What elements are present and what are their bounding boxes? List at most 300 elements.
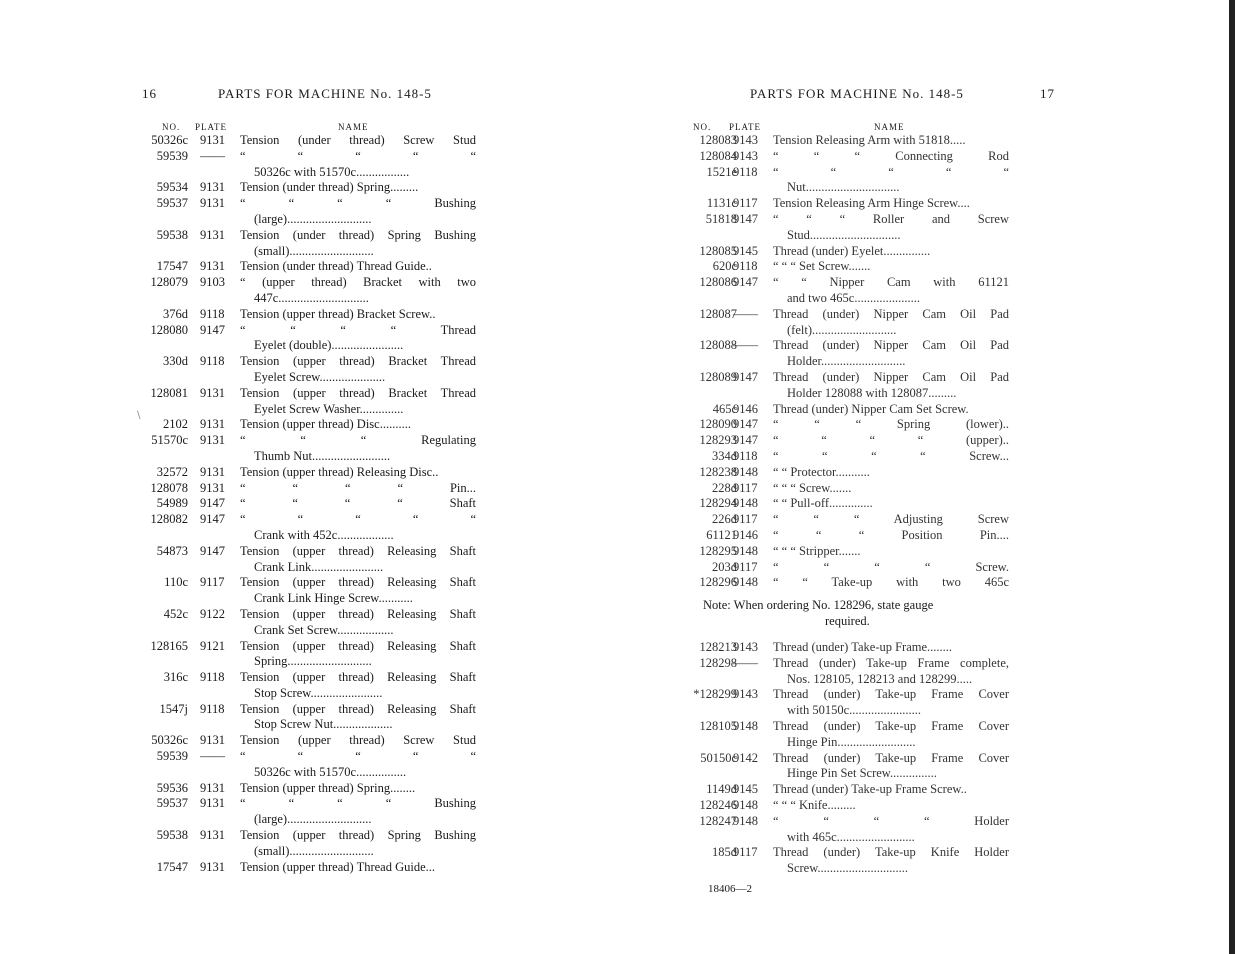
part-number: 110c bbox=[164, 575, 188, 590]
table-row bbox=[0, 623, 560, 639]
plate-number: —— bbox=[733, 655, 758, 670]
table-row bbox=[615, 766, 1235, 782]
part-name: “ “ “ Knife......... bbox=[773, 797, 856, 812]
plate-number: 9143 bbox=[733, 133, 758, 147]
part-name: Tension (upper thread) Spring Bushing bbox=[240, 828, 476, 843]
part-number: 128090 bbox=[699, 417, 737, 432]
table-row bbox=[0, 544, 560, 560]
table-row bbox=[0, 844, 560, 860]
note-line-1: Note: When ordering No. 128296, state gauge bbox=[703, 598, 934, 612]
page-header-left: PARTS FOR MACHINE No. 148-5 bbox=[218, 86, 432, 101]
table-row bbox=[615, 259, 1235, 275]
part-name: “ “ “ “ “ bbox=[240, 749, 476, 764]
part-name: Stop Screw....................... bbox=[254, 685, 383, 700]
table-row bbox=[0, 528, 560, 544]
plate-number: 9118 bbox=[733, 448, 758, 463]
plate-number: 9118 bbox=[733, 164, 758, 179]
part-number: 376d bbox=[163, 306, 188, 321]
part-name: “ “ “ “ Bushing bbox=[240, 796, 476, 811]
part-number: 59539 bbox=[156, 148, 188, 163]
plate-number: 9147 bbox=[733, 433, 758, 448]
part-name: “ “ Protector........... bbox=[773, 464, 870, 479]
plate-number: 9131 bbox=[200, 259, 225, 274]
table-row bbox=[615, 656, 1235, 672]
table-row bbox=[615, 528, 1235, 544]
part-name: (small)........................... bbox=[254, 243, 374, 258]
part-name: 50326c with 51570c................. bbox=[254, 164, 410, 179]
part-name: Thumb Nut......................... bbox=[254, 448, 391, 463]
part-number: 226d bbox=[712, 512, 737, 527]
part-name: Spring........................... bbox=[254, 654, 372, 669]
plate-number: 9131 bbox=[200, 433, 225, 448]
part-name: (large)........................... bbox=[254, 812, 372, 827]
table-row bbox=[615, 735, 1235, 751]
plate-number: 9142 bbox=[733, 750, 758, 765]
part-name: “ “ “ Stripper....... bbox=[773, 543, 861, 558]
part-number: 465c bbox=[712, 401, 737, 416]
part-name: “ “ “ “ “ bbox=[240, 148, 476, 163]
plate-number: 9131 bbox=[200, 828, 225, 843]
part-number: 128105 bbox=[699, 718, 737, 733]
plate-number: —— bbox=[733, 306, 758, 321]
table-row bbox=[0, 307, 560, 323]
part-name: Holder 128088 with 128087......... bbox=[787, 385, 957, 400]
part-number: 1547j bbox=[159, 701, 188, 716]
part-name: “ “ Take-up with two 465c bbox=[773, 575, 1009, 590]
table-row bbox=[615, 481, 1235, 497]
part-name: Thread (under) Nipper Cam Oil Pad bbox=[773, 338, 1009, 353]
part-name: Holder........................... bbox=[787, 354, 906, 369]
part-name: “ “ “ Set Screw....... bbox=[773, 259, 871, 274]
part-number: 316c bbox=[163, 670, 188, 685]
plate-number: 9143 bbox=[733, 640, 758, 654]
part-name: “ (upper thread) Bracket with two bbox=[240, 275, 476, 290]
part-number: 128086 bbox=[699, 275, 737, 290]
part-number: 2102 bbox=[163, 417, 188, 432]
table-row bbox=[0, 717, 560, 733]
table-row bbox=[0, 796, 560, 812]
table-row bbox=[615, 402, 1235, 418]
part-name: Tension (upper thread) Disc.......... bbox=[240, 417, 411, 432]
part-name: “ “ “ “ Screw... bbox=[773, 448, 1009, 463]
page-header-right: PARTS FOR MACHINE No. 148-5 bbox=[750, 86, 964, 101]
plate-number: 9147 bbox=[200, 322, 225, 337]
table-row bbox=[0, 133, 560, 149]
part-number: 128082 bbox=[150, 512, 188, 527]
parts-list-left bbox=[0, 133, 560, 875]
part-number: 61121 bbox=[706, 527, 737, 542]
table-row bbox=[0, 275, 560, 291]
part-name: “ “ Nipper Cam with 61121 bbox=[773, 275, 1009, 290]
page-number-right: 17 bbox=[1040, 86, 1055, 101]
part-number: 203d bbox=[712, 559, 737, 574]
part-number: 1149d bbox=[706, 782, 737, 797]
table-row bbox=[0, 670, 560, 686]
table-row bbox=[0, 165, 560, 181]
part-name: “ “ “ “ “ bbox=[773, 164, 1009, 179]
part-number: 185d bbox=[712, 845, 737, 860]
part-name: “ “ “ Roller and Screw bbox=[773, 211, 1009, 226]
column-header-name: NAME bbox=[338, 122, 369, 132]
table-row bbox=[0, 386, 560, 402]
plate-number: 9118 bbox=[200, 701, 225, 716]
table-row bbox=[0, 259, 560, 275]
right-page bbox=[615, 0, 1235, 954]
column-header-no: NO. bbox=[693, 122, 712, 132]
plate-number: 9147 bbox=[200, 543, 225, 558]
table-row bbox=[0, 244, 560, 260]
plate-number: 9147 bbox=[200, 496, 225, 511]
part-name: and two 465c..................... bbox=[787, 290, 920, 305]
part-name: Nos. 128105, 128213 and 128299..... bbox=[787, 671, 973, 686]
note-line-2: required. bbox=[825, 614, 870, 628]
part-number: 51570c bbox=[151, 433, 188, 448]
table-row bbox=[0, 812, 560, 828]
part-number: 1131c bbox=[706, 196, 737, 211]
part-number: 128085 bbox=[699, 243, 737, 258]
plate-number: 9121 bbox=[200, 638, 225, 653]
part-number: 51818 bbox=[705, 211, 737, 226]
part-name: Thread (under) Take-up Frame Cover bbox=[773, 750, 1009, 765]
part-name: Tension (upper thread) Releasing Shaft bbox=[240, 638, 476, 653]
part-number: 50150c bbox=[700, 750, 737, 765]
part-name: Thread (under) Nipper Cam Set Screw. bbox=[773, 401, 969, 416]
footer-code: 18406—2 bbox=[708, 883, 752, 895]
left-page bbox=[0, 0, 560, 954]
table-row bbox=[0, 828, 560, 844]
table-row bbox=[615, 323, 1235, 339]
part-number: 128296 bbox=[699, 575, 737, 590]
table-row bbox=[615, 354, 1235, 370]
table-row bbox=[615, 465, 1235, 481]
part-number: 452c bbox=[163, 606, 188, 621]
plate-number: 9148 bbox=[733, 543, 758, 558]
plate-number: 9147 bbox=[733, 275, 758, 290]
part-name: 50326c with 51570c................ bbox=[254, 764, 407, 779]
table-row bbox=[615, 386, 1235, 402]
part-number: 128295 bbox=[699, 543, 737, 558]
plate-number: 9148 bbox=[733, 496, 758, 511]
table-row bbox=[0, 702, 560, 718]
plate-number: 9148 bbox=[733, 464, 758, 479]
part-number: 128247 bbox=[699, 813, 737, 828]
parts-list-right bbox=[615, 133, 1235, 591]
page-number-left: 16 bbox=[142, 86, 157, 101]
plate-number: 9122 bbox=[200, 606, 225, 621]
plate-number: 9131 bbox=[200, 227, 225, 242]
part-number: 59538 bbox=[156, 828, 188, 843]
part-number: 50326c bbox=[151, 133, 188, 147]
part-name: “ “ “ Adjusting Screw bbox=[773, 512, 1009, 527]
part-name: “ “ “ Position Pin.... bbox=[773, 527, 1009, 542]
part-name: Eyelet Screw..................... bbox=[254, 369, 386, 384]
part-name: Tension (under thread) Spring Bushing bbox=[240, 227, 476, 242]
table-row bbox=[615, 703, 1235, 719]
part-number: 128293 bbox=[699, 433, 737, 448]
table-row bbox=[0, 449, 560, 465]
plate-number: 9147 bbox=[733, 417, 758, 432]
part-number: 17547 bbox=[156, 859, 188, 874]
column-header-no: NO. bbox=[162, 122, 181, 132]
column-header-plate: PLATE bbox=[729, 122, 761, 132]
table-row bbox=[615, 640, 1235, 656]
plate-number: 9148 bbox=[733, 813, 758, 828]
table-row bbox=[615, 782, 1235, 798]
table-row bbox=[615, 133, 1235, 149]
part-number: 59537 bbox=[156, 196, 188, 211]
plate-number: 9131 bbox=[200, 480, 225, 495]
plate-number: 9131 bbox=[200, 780, 225, 795]
table-row bbox=[0, 591, 560, 607]
table-row bbox=[615, 149, 1235, 165]
table-row bbox=[0, 370, 560, 386]
plate-number: 9131 bbox=[200, 464, 225, 479]
table-row bbox=[615, 672, 1235, 688]
part-number: 128081 bbox=[150, 385, 188, 400]
plate-number: 9117 bbox=[733, 480, 758, 495]
part-name: Tension (upper thread) Releasing Shaft bbox=[240, 543, 476, 558]
part-number: 334d bbox=[712, 448, 737, 463]
column-header-plate: PLATE bbox=[195, 122, 227, 132]
part-name: Tension (upper thread) Spring........ bbox=[240, 780, 416, 795]
part-name: Eyelet (double)....................... bbox=[254, 338, 404, 353]
table-row bbox=[615, 751, 1235, 767]
table-row bbox=[0, 607, 560, 623]
part-name: Tension (upper thread) Releasing Shaft bbox=[240, 606, 476, 621]
part-name: Thread (under) Take-up Frame complete, bbox=[773, 655, 1009, 670]
part-name: with 50150c....................... bbox=[787, 703, 922, 718]
part-number: 59538 bbox=[156, 227, 188, 242]
part-name: “ “ “ “ “ bbox=[240, 512, 476, 527]
part-number: *128299 bbox=[693, 687, 737, 702]
table-row bbox=[0, 749, 560, 765]
part-name: “ “ “ “ Thread bbox=[240, 322, 476, 337]
part-number: 128080 bbox=[150, 322, 188, 337]
part-name: Tension (upper thread) Bracket Screw.. bbox=[240, 306, 436, 321]
table-row bbox=[615, 845, 1235, 861]
part-number: 128298 bbox=[699, 655, 737, 670]
part-name: Tension (under thread) Thread Guide.. bbox=[240, 259, 432, 274]
part-name: Stud............................. bbox=[787, 227, 901, 242]
part-name: Thread (under) Nipper Cam Oil Pad bbox=[773, 369, 1009, 384]
table-row bbox=[615, 496, 1235, 512]
plate-number: —— bbox=[733, 338, 758, 353]
table-row bbox=[0, 781, 560, 797]
part-name: Thread (under) Take-up Knife Holder bbox=[773, 845, 1009, 860]
plate-number: 9147 bbox=[733, 369, 758, 384]
table-row bbox=[615, 212, 1235, 228]
table-row bbox=[615, 687, 1235, 703]
part-number: 128088 bbox=[699, 338, 737, 353]
table-row bbox=[0, 291, 560, 307]
plate-number: 9148 bbox=[733, 797, 758, 812]
part-name: “ “ “ “ (upper).. bbox=[773, 433, 1009, 448]
part-number: 128213 bbox=[699, 640, 737, 654]
part-number: 1521e bbox=[706, 164, 737, 179]
table-row bbox=[0, 560, 560, 576]
plate-number: 9145 bbox=[733, 243, 758, 258]
table-row bbox=[0, 465, 560, 481]
table-row bbox=[0, 149, 560, 165]
plate-number: 9131 bbox=[200, 796, 225, 811]
table-row bbox=[615, 417, 1235, 433]
table-row bbox=[0, 481, 560, 497]
part-number: 59537 bbox=[156, 796, 188, 811]
table-row bbox=[0, 575, 560, 591]
part-number: 32572 bbox=[156, 464, 188, 479]
part-name: Crank Link....................... bbox=[254, 559, 384, 574]
table-row bbox=[0, 417, 560, 433]
part-name: Stop Screw Nut................... bbox=[254, 717, 393, 732]
part-number: 128246 bbox=[699, 797, 737, 812]
part-name: Tension (upper thread) Releasing Disc.. bbox=[240, 464, 439, 479]
table-row bbox=[0, 196, 560, 212]
part-name: “ “ “ Connecting Rod bbox=[773, 148, 1009, 163]
part-name: “ “ “ “ Holder bbox=[773, 813, 1009, 828]
part-number: 128294 bbox=[699, 496, 737, 511]
column-header-name: NAME bbox=[874, 122, 905, 132]
plate-number: 9143 bbox=[733, 687, 758, 702]
part-name: Tension (upper thread) Bracket Thread bbox=[240, 354, 476, 369]
plate-number: 9117 bbox=[733, 196, 758, 211]
part-name: Hinge Pin......................... bbox=[787, 734, 916, 749]
plate-number: 9131 bbox=[200, 196, 225, 211]
part-name: Tension (upper thread) Releasing Shaft bbox=[240, 575, 476, 590]
table-row bbox=[615, 544, 1235, 560]
table-row bbox=[615, 814, 1235, 830]
table-row bbox=[0, 402, 560, 418]
plate-number: 9146 bbox=[733, 401, 758, 416]
table-row bbox=[615, 275, 1235, 291]
part-name: “ “ “ Regulating bbox=[240, 433, 476, 448]
plate-number: 9148 bbox=[733, 575, 758, 590]
part-name: Crank Set Screw.................. bbox=[254, 622, 394, 637]
table-row bbox=[0, 860, 560, 876]
part-number: 59536 bbox=[156, 780, 188, 795]
plate-number: 9117 bbox=[733, 845, 758, 860]
part-name: Tension Releasing Arm Hinge Screw.... bbox=[773, 196, 970, 211]
part-name: “ “ Pull-off.............. bbox=[773, 496, 873, 511]
table-row bbox=[615, 560, 1235, 576]
part-number: 128083 bbox=[699, 133, 737, 147]
part-name: Tension (under thread) Spring......... bbox=[240, 180, 419, 195]
table-row bbox=[615, 370, 1235, 386]
part-name: Tension (upper thread) Releasing Shaft bbox=[240, 670, 476, 685]
table-row bbox=[0, 338, 560, 354]
plate-number: 9117 bbox=[733, 559, 758, 574]
table-row bbox=[0, 654, 560, 670]
part-name: “ “ “ “ Bushing bbox=[240, 196, 476, 211]
table-row bbox=[0, 686, 560, 702]
part-number: 228d bbox=[712, 480, 737, 495]
table-row bbox=[615, 244, 1235, 260]
part-name: Tension (upper thread) Releasing Shaft bbox=[240, 701, 476, 716]
table-row bbox=[615, 196, 1235, 212]
part-number: 128078 bbox=[150, 480, 188, 495]
table-row bbox=[615, 291, 1235, 307]
table-row bbox=[0, 180, 560, 196]
part-name: “ “ “ Spring (lower).. bbox=[773, 417, 1009, 432]
plate-number: 9143 bbox=[733, 148, 758, 163]
part-name: (large)........................... bbox=[254, 211, 372, 226]
part-name: Thread (under) Eyelet............... bbox=[773, 243, 931, 258]
table-row bbox=[615, 830, 1235, 846]
part-number: 17547 bbox=[156, 259, 188, 274]
part-number: 54989 bbox=[156, 496, 188, 511]
table-row bbox=[615, 307, 1235, 323]
part-name: “ “ “ “ Screw. bbox=[773, 559, 1009, 574]
part-name: Thread (under) Take-up Frame Cover bbox=[773, 687, 1009, 702]
table-row bbox=[615, 338, 1235, 354]
part-number: 128165 bbox=[150, 638, 188, 653]
table-row bbox=[615, 575, 1235, 591]
part-name: Crank with 452c.................. bbox=[254, 527, 394, 542]
plate-number: 9147 bbox=[733, 211, 758, 226]
table-row bbox=[615, 449, 1235, 465]
part-name: “ “ “ Screw....... bbox=[773, 480, 852, 495]
part-name: Tension Releasing Arm with 51818..... bbox=[773, 133, 966, 147]
table-row bbox=[615, 798, 1235, 814]
table-row bbox=[615, 165, 1235, 181]
table-row bbox=[0, 765, 560, 781]
plate-number: 9117 bbox=[200, 575, 225, 590]
part-number: 330d bbox=[163, 354, 188, 369]
part-name: Hinge Pin Set Screw............... bbox=[787, 766, 937, 781]
table-row bbox=[0, 323, 560, 339]
plate-number: 9145 bbox=[733, 782, 758, 797]
part-number: 128079 bbox=[150, 275, 188, 290]
part-name: Thread (under) Nipper Cam Oil Pad bbox=[773, 306, 1009, 321]
plate-number: 9117 bbox=[733, 512, 758, 527]
part-name: with 465c......................... bbox=[787, 829, 915, 844]
plate-number: 9118 bbox=[200, 354, 225, 369]
table-row bbox=[615, 433, 1235, 449]
margin-mark: \ bbox=[137, 410, 141, 421]
part-number: 50326c bbox=[151, 733, 188, 748]
table-row bbox=[0, 212, 560, 228]
table-row bbox=[615, 228, 1235, 244]
part-name: Eyelet Screw Washer.............. bbox=[254, 401, 404, 416]
plate-number: 9131 bbox=[200, 859, 225, 874]
table-row bbox=[0, 733, 560, 749]
plate-number: 9147 bbox=[200, 512, 225, 527]
part-number: 128084 bbox=[699, 148, 737, 163]
table-row bbox=[615, 861, 1235, 877]
table-row bbox=[615, 719, 1235, 735]
part-name: “ “ “ “ Shaft bbox=[240, 496, 476, 511]
table-row bbox=[0, 496, 560, 512]
table-row bbox=[615, 512, 1235, 528]
part-name: Crank Link Hinge Screw........... bbox=[254, 591, 413, 606]
part-name: Tension (upper thread) Screw Stud bbox=[240, 733, 476, 748]
part-name: Screw............................. bbox=[787, 861, 909, 876]
table-row bbox=[0, 433, 560, 449]
plate-number: 9146 bbox=[733, 527, 758, 542]
part-name: (small)........................... bbox=[254, 843, 374, 858]
plate-number: 9103 bbox=[200, 275, 225, 290]
plate-number: 9118 bbox=[733, 259, 758, 274]
plate-number: 9131 bbox=[200, 733, 225, 748]
part-number: 59534 bbox=[156, 180, 188, 195]
part-name: “ “ “ “ Pin... bbox=[240, 480, 476, 495]
part-name: (felt)........................... bbox=[787, 322, 897, 337]
plate-number: 9131 bbox=[200, 385, 225, 400]
part-name: Nut.............................. bbox=[787, 180, 900, 195]
part-number: 54873 bbox=[156, 543, 188, 558]
plate-number: 9131 bbox=[200, 417, 225, 432]
part-number: 59539 bbox=[156, 749, 188, 764]
part-name: Tension (under thread) Screw Stud bbox=[240, 133, 476, 147]
